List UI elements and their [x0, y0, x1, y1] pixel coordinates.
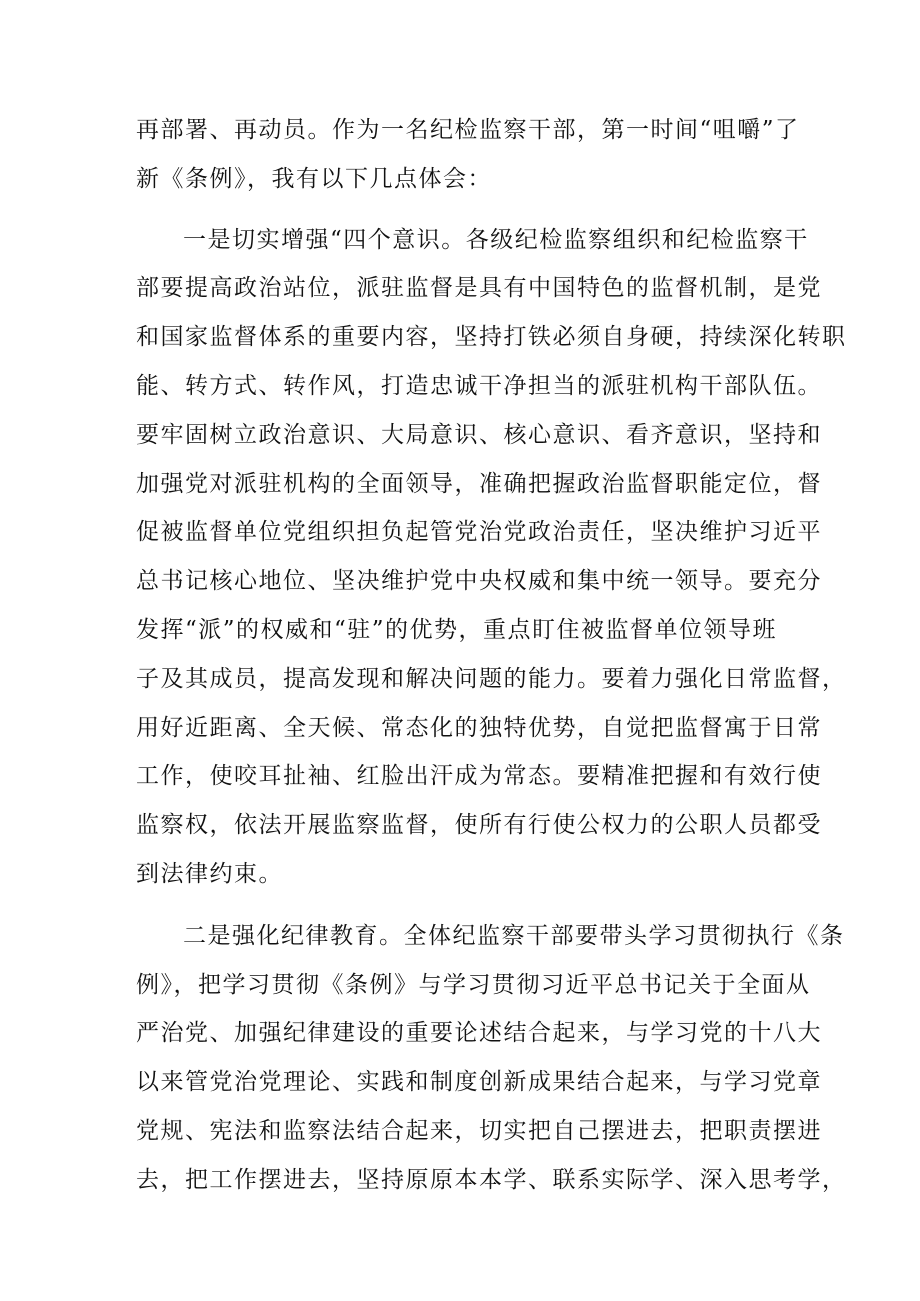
text-line: 到法律约束。	[136, 860, 283, 887]
paragraph-intro	[136, 106, 800, 204]
text-line: 能、转方式、转作风，打造忠诚干净担当的派驻机构干部队伍。	[136, 372, 822, 399]
text-line: 严治党、加强纪律建设的重要论述结合起来，与学习党的十八大	[136, 1020, 822, 1047]
paragraph-spacer	[136, 204, 796, 216]
text-line: 监察权，依法开展监察监督，使所有行使公权力的公职人员都受	[136, 812, 822, 839]
text-line: 例》，把学习贯彻《条例》与学习贯彻习近平总书记关于全面从	[136, 971, 811, 998]
text-line: 去，把工作摆进去，坚持原原本本学、联系实际学、深入思考学，	[136, 1166, 847, 1193]
text-line: 加强党对派驻机构的全面领导，准确把握政治监督职能定位，督	[136, 470, 822, 497]
text-line: 党规、宪法和监察法结合起来，切实把自己摆进去，把职责摆进	[136, 1117, 822, 1144]
text-line: 子及其成员，提高发现和解决问题的能力。要着力强化日常监督，	[136, 665, 847, 692]
text-line: 总书记核心地位、坚决维护党中央权威和集中统一领导。要充分	[136, 568, 822, 595]
paragraph-spacer	[136, 899, 796, 911]
text-line: 发挥“派”的权威和“驻”的优势，重点盯住被监督单位领导班	[136, 616, 778, 643]
text-line: 促被监督单位党组织担负起管党治党政治责任，坚决维护习近平	[136, 519, 822, 546]
paragraph-first-point	[136, 216, 847, 899]
text-line: 用好近距离、全天候、常态化的独特优势，自觉把监督寓于日常	[136, 714, 822, 741]
text-line: 以来管党治党理论、实践和制度创新成果结合起来，与学习党章	[136, 1069, 822, 1096]
text-line: 一是切实增强“四个意识。各级纪检监察组织和纪检监察干	[183, 226, 809, 253]
text-line: 再部署、再动员。作为一名纪检监察干部，第一时间“咀嚼”了	[136, 117, 800, 143]
document-body	[136, 106, 847, 1205]
text-line: 和国家监督体系的重要内容，坚持打铁必须自身硬，持续深化转职	[136, 324, 847, 351]
text-line: 部要提高政治站位，派驻监督是具有中国特色的监督机制，是党	[136, 275, 822, 302]
text-line: 要牢固树立政治意识、大局意识、核心意识、看齐意识，坚持和	[136, 421, 822, 448]
text-line: 二是强化纪律教育。全体纪监察干部要带头学习贯彻执行《条	[183, 922, 845, 949]
paragraph-second-point	[136, 912, 847, 1205]
text-line: 工作，使咬耳扯袖、红脸出汗成为常态。要精准把握和有效行使	[136, 763, 822, 790]
text-line: 新《条例》，我有以下几点体会：	[136, 165, 492, 192]
